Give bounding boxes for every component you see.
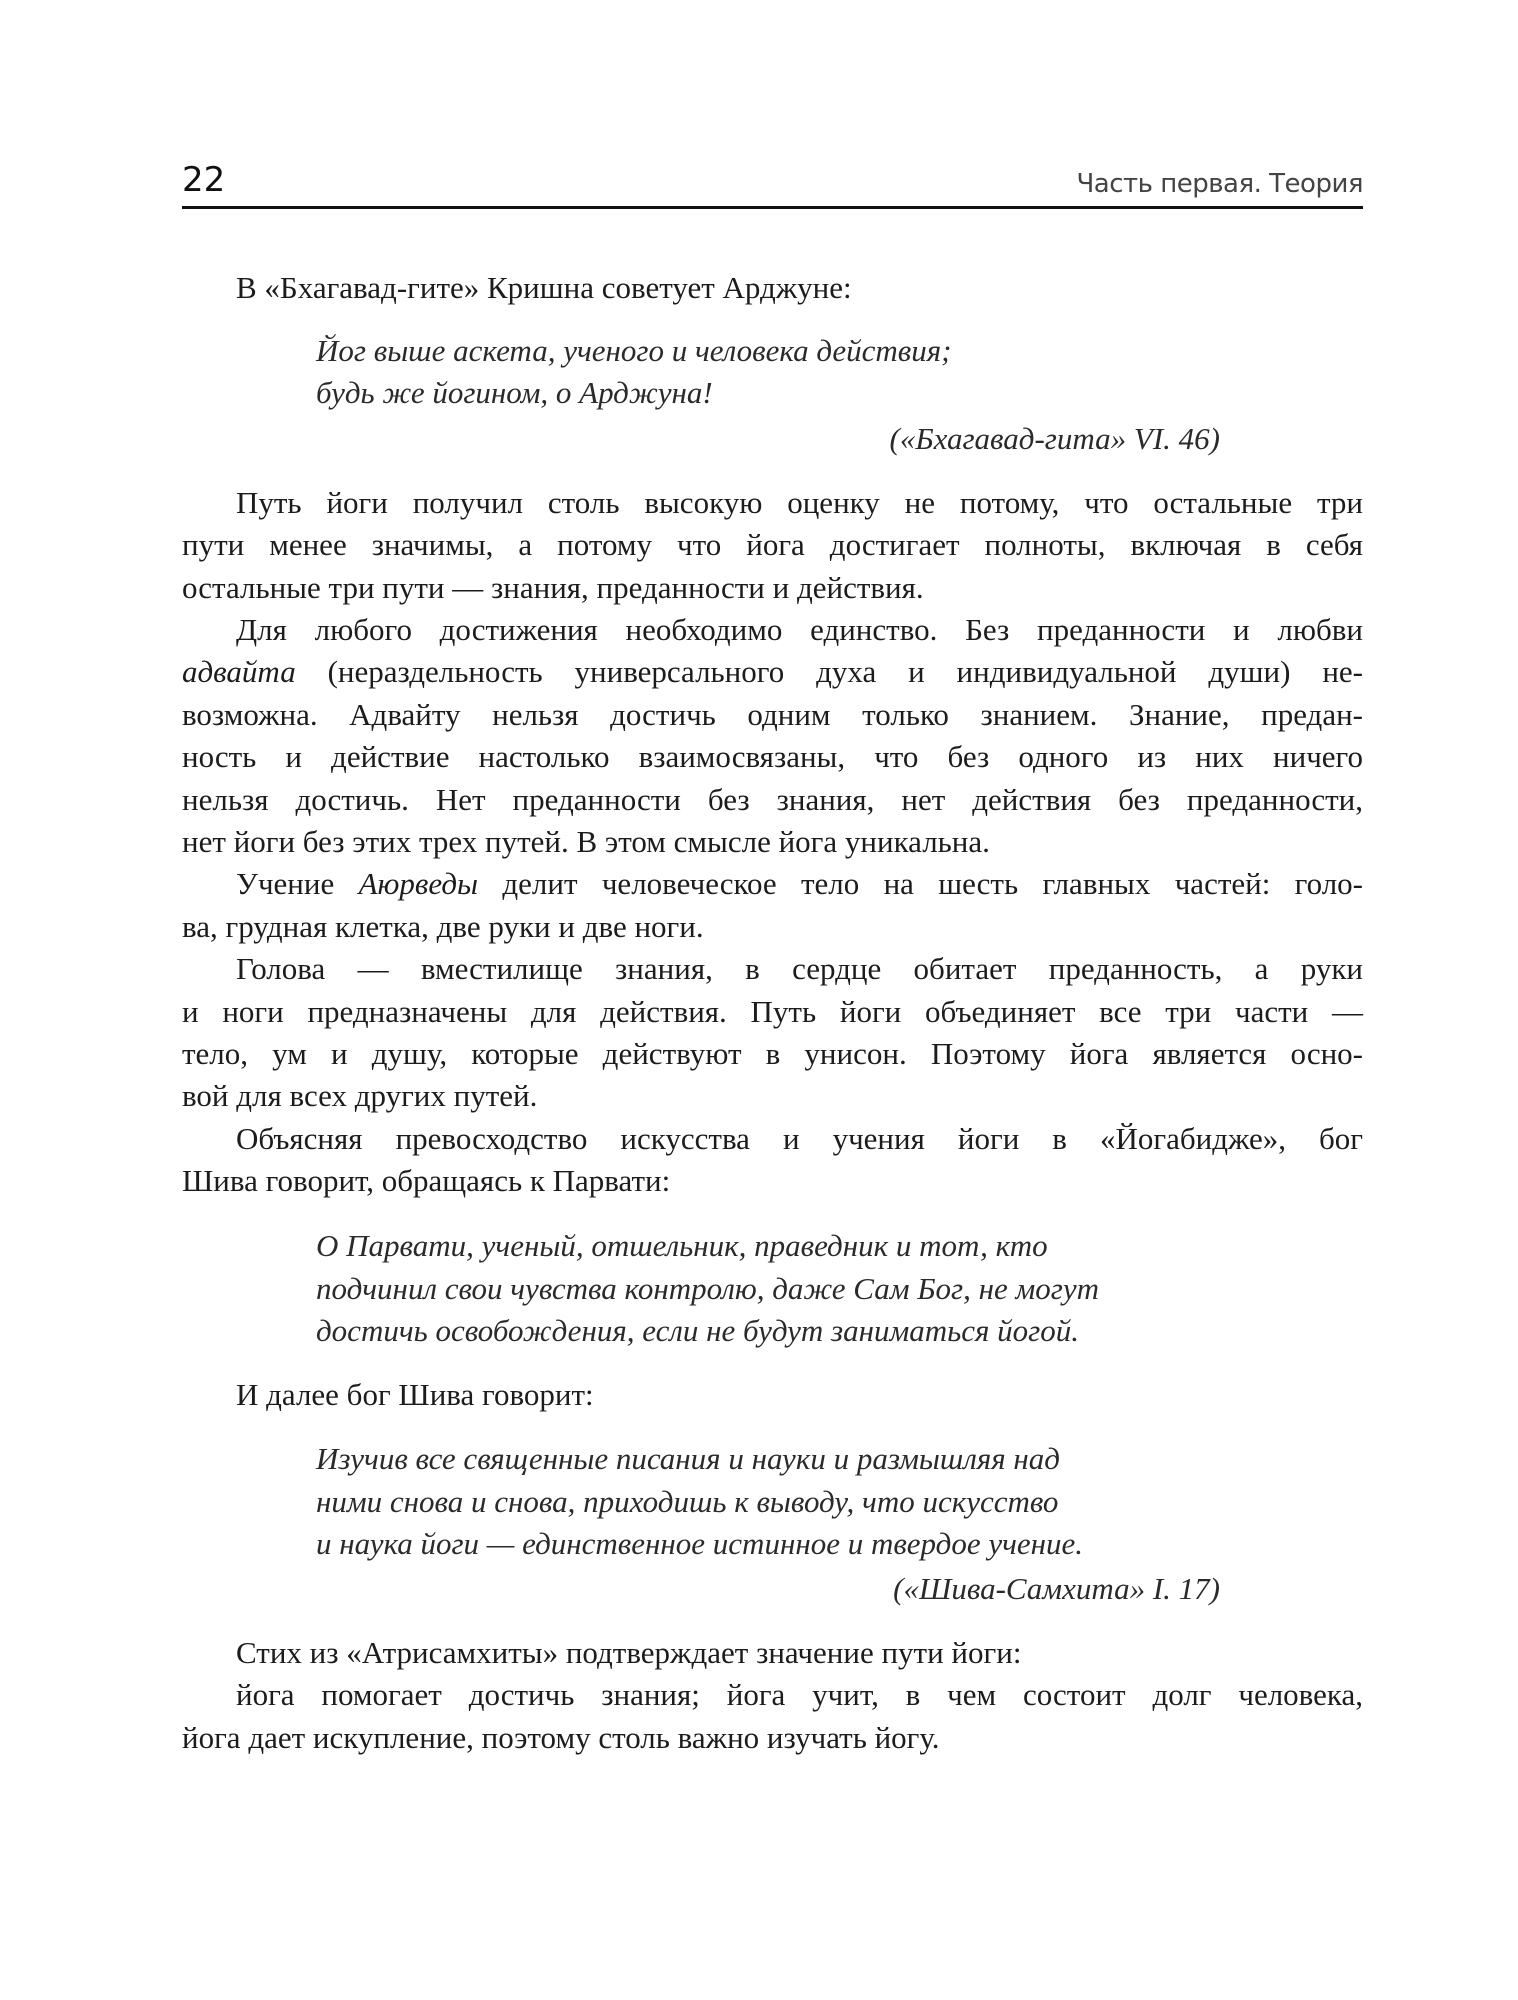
text-line: нет йоги без этих трех путей. В этом смысле йога уникальна. bbox=[182, 824, 990, 859]
quote-line: ними снова и снова, приходишь к выводу, что искусство bbox=[316, 1484, 1059, 1519]
text-line: йога помогает достичь знания; йога учит, в чем состоит долг человека, bbox=[236, 1677, 1363, 1712]
text-line: возможна. Адвайту нельзя достичь одним только знанием. Знание, предан- bbox=[182, 697, 1363, 732]
quote-line: Изучив все священные писания и науки и размышляя над bbox=[316, 1441, 1060, 1476]
text-line: адвайта (нераздельность универсального духа и индивидуальной души) не- bbox=[182, 654, 1363, 689]
text-line: Голова — вместилище знания, в сердце обитает преданность, а руки bbox=[236, 951, 1363, 986]
quote-source: («Бхагавад-гита» VI. 46) bbox=[889, 421, 1220, 456]
text-line: Для любого достижения необходимо единство. Без преданности и любви bbox=[236, 612, 1363, 647]
header-divider bbox=[182, 206, 1363, 209]
intro-paragraph: И далее бог Шива говорит: bbox=[236, 1377, 594, 1412]
text-line: тело, ум и душу, которые действуют в унисон. Поэтому йога является осно- bbox=[182, 1036, 1363, 1071]
term-ayurveda: Аюрведы bbox=[358, 866, 479, 901]
quote-line: и наука йоги — единственное истинное и твердое учение. bbox=[316, 1526, 1084, 1561]
quote-line: достичь освобождения, если не будут заниматься йогой. bbox=[316, 1313, 1080, 1348]
text-line: остальные три пути — знания, преданности и действия. bbox=[182, 570, 924, 605]
quote-source: («Шива-Самхита» I. 17) bbox=[893, 1571, 1220, 1606]
text-line: Путь йоги получил столь высокую оценку не потому, что остальные три bbox=[236, 485, 1363, 520]
quote-line: О Парвати, ученый, отшельник, праведник и тот, кто bbox=[316, 1228, 1048, 1263]
text-line: ва, грудная клетка, две руки и две ноги. bbox=[182, 909, 704, 944]
text-line: пути менее значимы, а потому что йога достигает полноты, включая в себя bbox=[182, 527, 1363, 562]
quote-line: Йог выше аскета, ученого и человека действия; bbox=[316, 333, 952, 368]
text-line: Объясняя превосходство искусства и учения йоги в «Йогабидже», бог bbox=[236, 1121, 1363, 1156]
quote-line: будь же йогином, о Арджуна! bbox=[316, 375, 713, 410]
intro-paragraph: В «Бхагавад-гите» Кришна советует Арджуне: bbox=[236, 270, 852, 305]
term-advaita: адвайта bbox=[182, 654, 296, 689]
text-line: вой для всех других путей. bbox=[182, 1078, 538, 1113]
running-head: Часть первая. Теория bbox=[1076, 169, 1363, 199]
text-line: Шива говорит, обращаясь к Парвати: bbox=[182, 1163, 671, 1198]
text-line: йога дает искупление, поэтому столь важно изучать йогу. bbox=[182, 1720, 940, 1755]
text-line: Стих из «Атрисамхиты» подтверждает значение пути йоги: bbox=[236, 1635, 1022, 1670]
text-line: и ноги предназначены для действия. Путь йоги объединяет все три части — bbox=[182, 994, 1363, 1029]
text-line: ность и действие настолько взаимосвязаны, что без одного из них ничего bbox=[182, 739, 1363, 774]
page-number: 22 bbox=[182, 160, 226, 200]
text-line: Учение Аюрведы делит человеческое тело на шесть главных частей: голо- bbox=[236, 866, 1364, 901]
quote-line: подчинил свои чувства контролю, даже Сам Бог, не могут bbox=[316, 1271, 1100, 1306]
text-line: нельзя достичь. Нет преданности без знания, нет действия без преданности, bbox=[182, 782, 1363, 817]
